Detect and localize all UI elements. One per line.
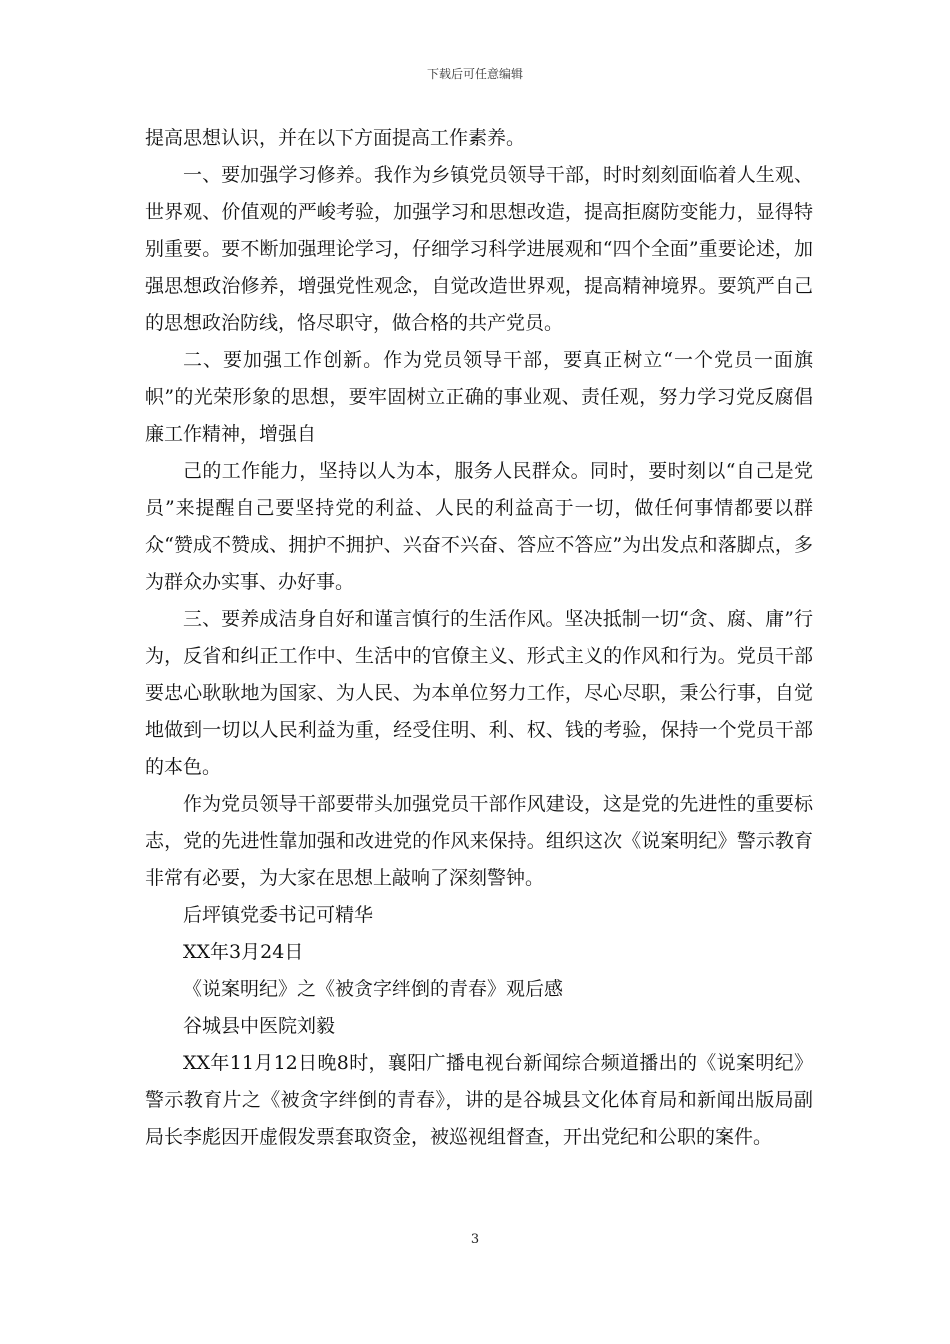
signature-date: XX年3月24日 [183, 941, 304, 963]
paragraph-innovation: 二、要加强工作创新。作为党员领导干部，要真正树立“一个党员一面旗帜”的光荣形象的思想，要牢固树立正确的事业观、责任观，努力学习党反腐倡廉工作精神，增强自 [145, 349, 813, 445]
paragraph-ability: 己的工作能力，坚持以人为本，服务人民群众。同时，要时刻以“自己是党员”来提醒自己要坚持党的利益、人民的利益高于一切，做任何事情都要以群众“赞成不赞成、拥护不拥护、兴奋不兴奋、答应不答应”为出发点和落脚点，多为群众办实事、办好事。 [145, 460, 813, 593]
document-body [145, 120, 813, 1156]
paragraph-broadcast: XX年11月12日晚8时，襄阳广播电视台新闻综合频道播出的《说案明纪》警示教育片之《被贪字绊倒的青春》，讲的是谷城县文化体育局和新闻出版局副局长李彪因开虚假发票套取资金，被巡视组督查，开出党纪和公职的案件。 [145, 1052, 813, 1148]
paragraph-conclusion: 作为党员领导干部要带头加强党员干部作风建设，这是党的先进性的重要标志，党的先进性靠加强和改进党的作风来保持。组织这次《说案明纪》警示教育非常有必要，为大家在思想上敲响了深刻警钟。 [145, 793, 813, 889]
section-author: 谷城县中医院刘毅 [183, 1015, 336, 1037]
download-note: 下载后可任意编辑 [426, 67, 523, 81]
paragraph-intro-line: 提高思想认识，并在以下方面提高工作素养。 [145, 127, 526, 149]
signature-author: 后坪镇党委书记可精华 [183, 904, 374, 926]
section-title: 《说案明纪》之《被贪字绊倒的青春》观后感 [183, 978, 564, 1000]
paragraph-study: 一、要加强学习修养。我作为乡镇党员领导干部，时时刻刻面临着人生观、世界观、价值观的严峻考验，加强学习和思想改造，提高拒腐防变能力，显得特别重要。要不断加强理论学习，仔细学习科学进展观和“四个全面”重要论述，加强思想政治修养，增强党性观念，自觉改造世界观，提高精神境界。要筑严自己的思想政治防线，恪尽职守，做合格的共产党员。 [145, 164, 813, 334]
paragraph-style: 三、要养成洁身自好和谨言慎行的生活作风。坚决抵制一切“贪、腐、庸”行为，反省和纠正工作中、生活中的官僚主义、形式主义的作风和行为。党员干部要忠心耿耿地为国家、为人民、为本单位努力工作，尽心尽职，秉公行事，自觉地做到一切以人民利益为重，经受住明、利、权、钱的考验，保持一个党员干部的本色。 [145, 608, 813, 778]
page-number: 3 [470, 1232, 480, 1247]
